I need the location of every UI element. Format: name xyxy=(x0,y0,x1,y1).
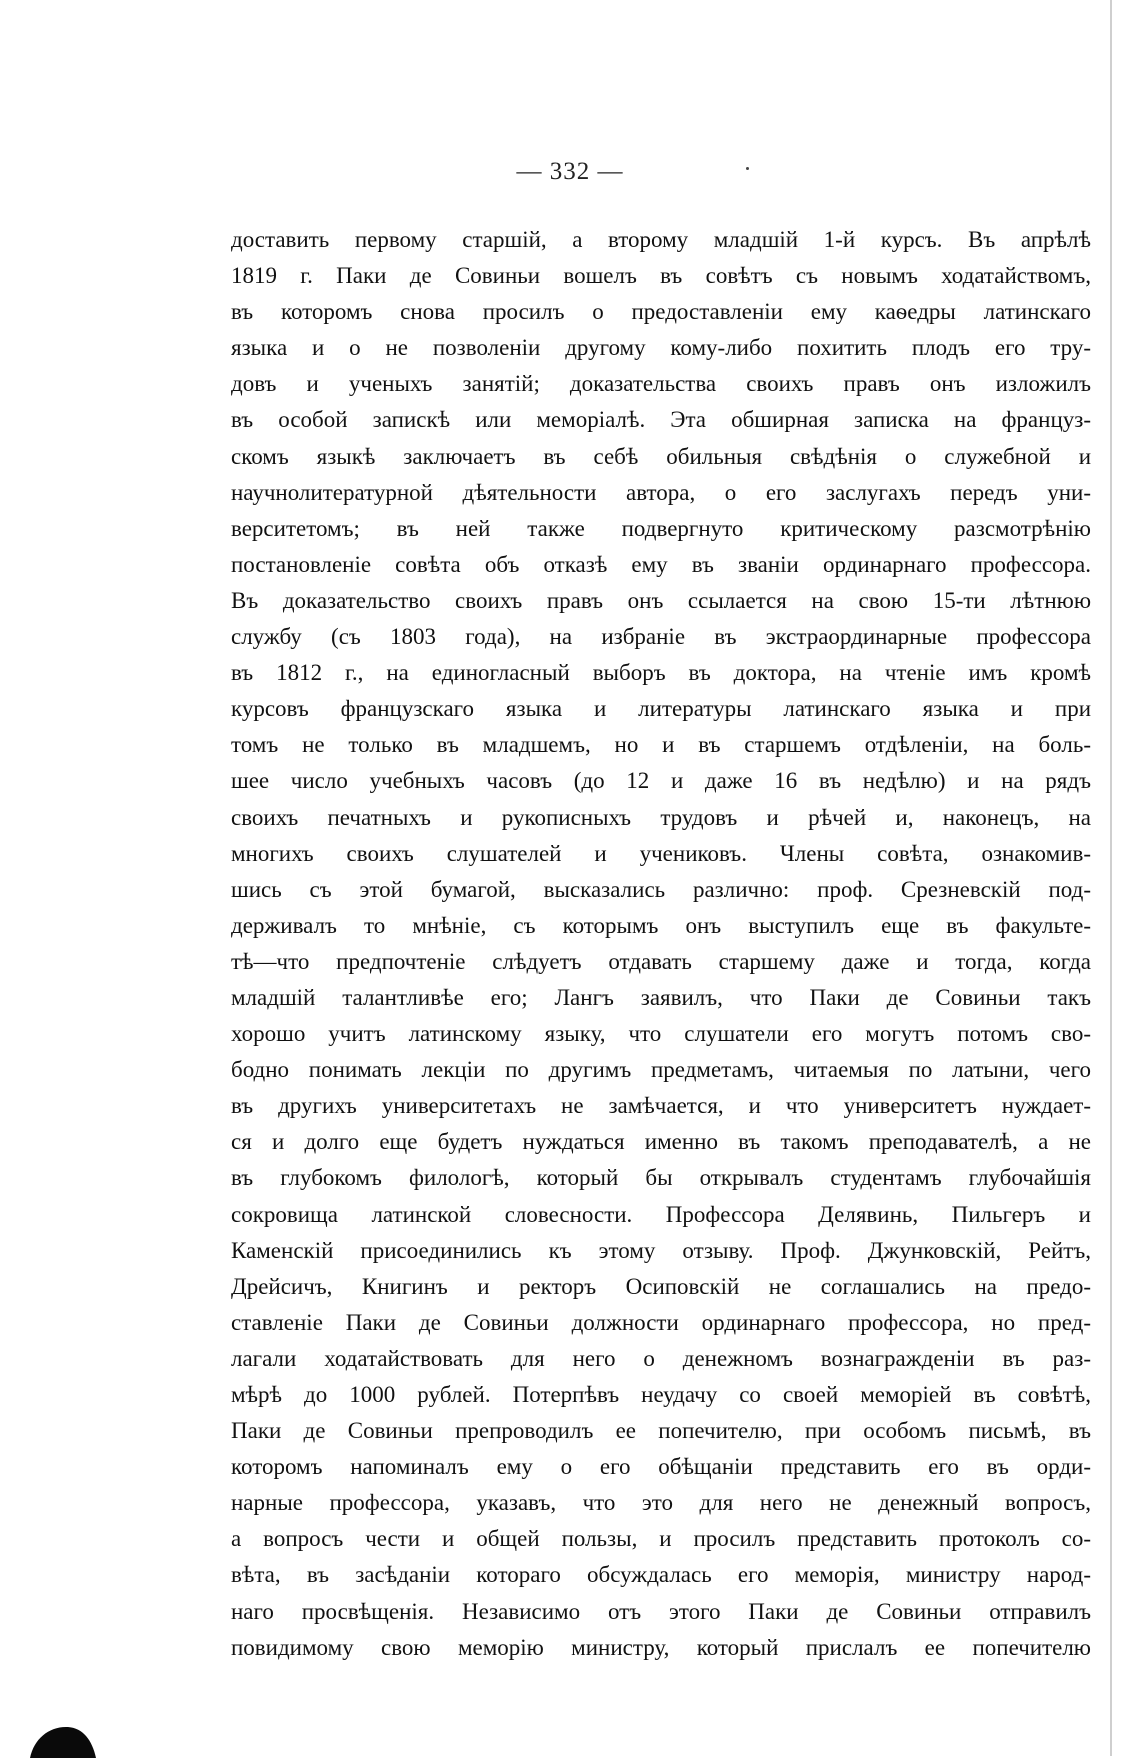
text-line: лагали ходатайствовать для него о денежномъ вознагражденіи въ раз- xyxy=(231,1345,1091,1371)
text-line: въ особой запискѣ или меморіалѣ. Эта обширная записка на француз- xyxy=(231,407,1091,433)
text-line: томъ не только въ младшемъ, но и въ старшемъ отдѣленіи, на боль- xyxy=(231,732,1091,758)
text-line: своихъ печатныхъ и рукописныхъ трудовъ и рѣчей и, наконецъ, на xyxy=(231,804,1091,830)
text-line: скомъ языкѣ заключаетъ въ себѣ обильныя свѣдѣнія о служебной и xyxy=(231,443,1091,469)
text-line: верситетомъ; въ ней также подвергнуто критическому разсмотрѣнію xyxy=(231,515,1091,541)
text-line: въ 1812 г., на единогласный выборъ въ доктора, на чтеніе имъ кромѣ xyxy=(231,660,1091,686)
text-line: ся и долго еще будетъ нуждаться именно въ такомъ преподавателѣ, а не xyxy=(231,1129,1091,1155)
text-line: а вопросъ чести и общей пользы, и просилъ представить протоколъ со- xyxy=(231,1526,1091,1552)
body-text xyxy=(231,222,1091,1666)
text-line: повидимому свою меморію министру, который прислалъ ее попечителю xyxy=(231,1634,1091,1660)
text-line: младшій талантливѣе его; Лангъ заявилъ, что Паки де Совиньи такъ xyxy=(231,984,1091,1010)
text-line: многихъ своихъ слушателей и учениковъ. Члены совѣта, ознакомив- xyxy=(231,840,1091,866)
text-line: наго просвѣщенія. Независимо отъ этого Паки де Совиньи отправилъ xyxy=(231,1598,1091,1624)
text-line: вѣта, въ засѣданіи котораго обсуждалась его меморія, министру народ- xyxy=(231,1562,1091,1588)
text-line: Въ доказательство своихъ правъ онъ ссылается на свою 15-ти лѣтнюю xyxy=(231,587,1091,613)
text-line: хорошо учитъ латинскому языку, что слушатели его могутъ потомъ сво- xyxy=(231,1021,1091,1047)
text-line: Дрейсичъ, Книгинъ и ректоръ Осиповскій не соглашались на предо- xyxy=(231,1273,1091,1299)
text-line: сокровища латинской словесности. Профессора Делявинь, Пильгеръ и xyxy=(231,1201,1091,1227)
text-line: 1819 г. Паки де Совиньи вошелъ въ совѣтъ съ новымъ ходатайствомъ, xyxy=(231,263,1091,289)
text-line: въ глубокомъ филологѣ, который бы открывалъ студентамъ глубочайшія xyxy=(231,1165,1091,1191)
text-line: бодно понимать лекціи по другимъ предметамъ, читаемыя по латыни, чего xyxy=(231,1057,1091,1083)
text-line: постановленіе совѣта объ отказѣ ему въ званіи ординарнаго профессора. xyxy=(231,551,1091,577)
page-number: — 332 — xyxy=(516,158,624,185)
text-line: доставить первому старшій, а второму младшій 1-й курсъ. Въ апрѣлѣ xyxy=(231,227,1091,252)
text-line: тѣ—что предпочтеніе слѣдуетъ отдавать старшему даже и тогда, когда xyxy=(231,948,1091,974)
text-line: научнолитературной дѣятельности автора, о его заслугахъ передъ уни- xyxy=(231,479,1091,505)
text-line: Паки де Совиньи препроводилъ ее попечителю, при особомъ письмѣ, въ xyxy=(231,1418,1091,1444)
text-line: довъ и ученыхъ занятій; доказательства своихъ правъ онъ изложилъ xyxy=(231,371,1091,397)
text-line: ставленіе Паки де Совиньи должности ординарнаго профессора, но пред- xyxy=(231,1309,1091,1335)
text-line: Каменскій присоединились къ этому отзыву. Проф. Джунковскій, Рейтъ, xyxy=(231,1237,1091,1263)
text-line: шись съ этой бумагой, высказались различно: проф. Срезневскій под- xyxy=(231,876,1091,902)
print-speck xyxy=(746,167,749,170)
text-line: держивалъ то мнѣніе, съ которымъ онъ выступилъ еще въ факульте- xyxy=(231,912,1091,938)
text-line: языка и о не позволеніи другому кому-либо похитить плодъ его тру- xyxy=(231,335,1091,361)
text-line: курсовъ французскаго языка и литературы латинскаго языка и при xyxy=(231,696,1091,722)
text-line: нарные профессора, указавъ, что это для него не денежный вопросъ, xyxy=(231,1490,1091,1516)
ink-blot-mark xyxy=(28,1700,98,1760)
text-line: въ которомъ снова просилъ о предоставленіи ему каѳедры латинскаго xyxy=(231,299,1091,325)
text-line: въ другихъ университетахъ не замѣчается, и что университетъ нуждает- xyxy=(231,1093,1091,1119)
text-line: службу (съ 1803 года), на избраніе въ экстраординарные профессора xyxy=(231,624,1091,650)
page-edge-rule xyxy=(1110,0,1112,1756)
text-line: мѣрѣ до 1000 рублей. Потерпѣвъ неудачу со своей меморіей въ совѣтѣ, xyxy=(231,1382,1091,1407)
text-line: которомъ напоминалъ ему о его обѣщаніи представить его въ орди- xyxy=(231,1454,1091,1480)
text-line: шее число учебныхъ часовъ (до 12 и даже 16 въ недѣлю) и на рядъ xyxy=(231,768,1091,794)
